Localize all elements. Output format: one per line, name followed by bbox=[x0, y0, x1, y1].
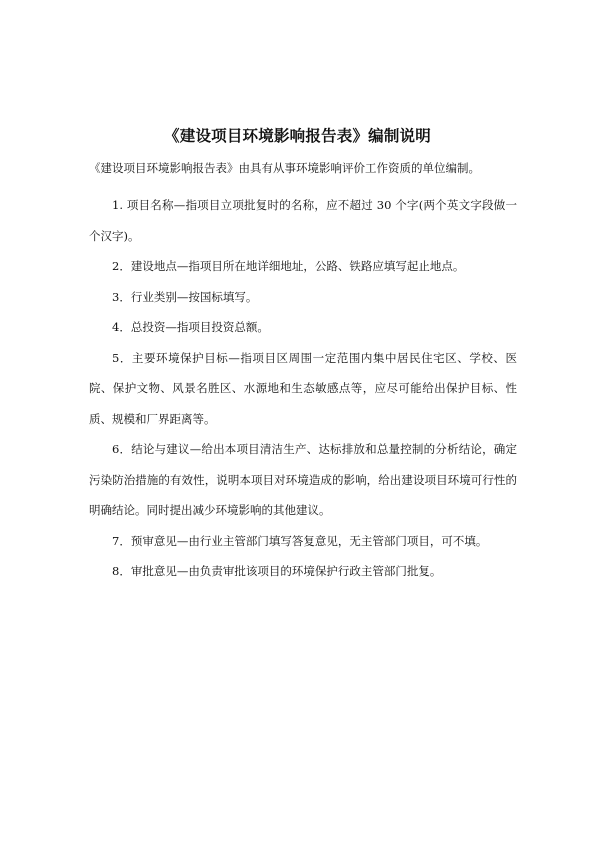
instruction-item-4: 4．总投资—指项目投资总额。 bbox=[112, 320, 269, 334]
document-title: 《建设项目环境影响报告表》编制说明 bbox=[164, 127, 431, 145]
intro-paragraph: 《建设项目环境影响报告表》由具有从事环境影响评价工作资质的单位编制。 bbox=[89, 161, 480, 175]
instruction-list bbox=[89, 190, 517, 587]
instruction-item-1: 1. 项目名称—指项目立项批复时的名称，应不超过 30 个字(两个英文字段做一个汉字)。 bbox=[89, 198, 517, 243]
instruction-item-7: 7．预审意见—由行业主管部门填写答复意见，无主管部门项目，可不填。 bbox=[112, 533, 488, 548]
instruction-item-6: 6．结论与建议—给出本项目清洁生产、达标排放和总量控制的分析结论，确定污染防治措施的有效性，说明本项目对环境造成的影响，给出建设项目环境可行性的明确结论。同时提出减少环境影响的其他建议。 bbox=[89, 442, 517, 517]
instruction-item-3: 3．行业类别—按国标填写。 bbox=[112, 289, 258, 304]
instruction-item-8: 8．审批意见—由负责审批该项目的环境保护行政主管部门批复。 bbox=[112, 564, 442, 578]
instruction-item-5: 5．主要环境保护目标—指项目区周围一定范围内集中居民住宅区、学校、医院、保护文物、风景名胜区、水源地和生态敏感点等，应尽可能给出保护目标、性质、规模和厂界距离等。 bbox=[89, 350, 517, 426]
instruction-item-2: 2．建设地点—指项目所在地详细地址，公路、铁路应填写起止地点。 bbox=[112, 259, 465, 273]
